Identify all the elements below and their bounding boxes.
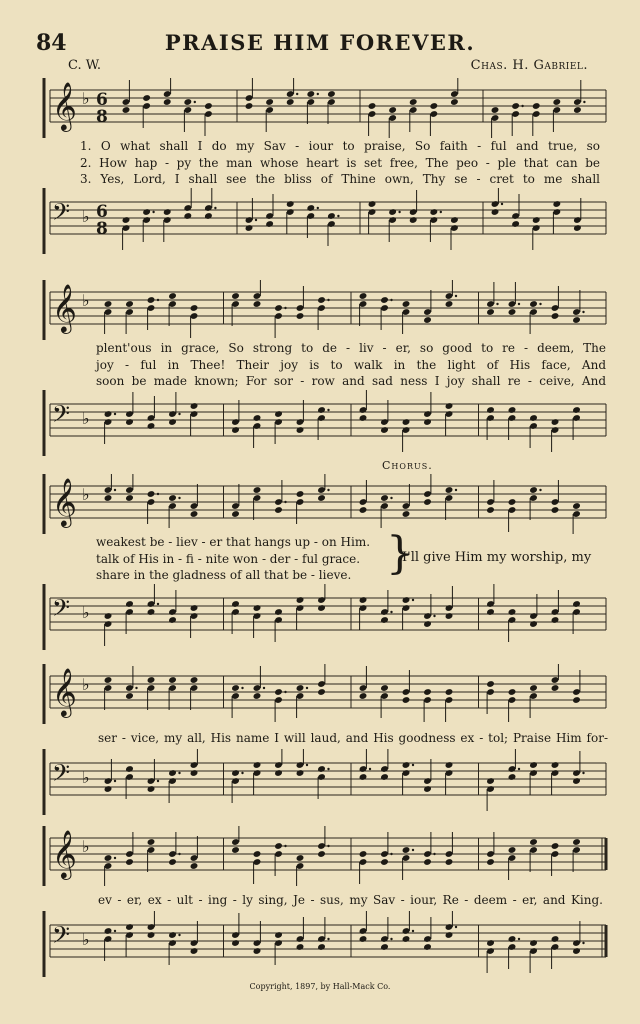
lyrics-block (40, 138, 600, 188)
svg-text:8: 8 (96, 107, 108, 127)
svg-text:♭: ♭ (82, 408, 90, 428)
lyric-line: soon be made known; For sor - row and sad ness I joy shall re - ceive, And (96, 374, 606, 388)
bass-clef: 𝄢 (52, 920, 71, 954)
lyric-line: weakest be - liev - er that hangs up - on Him. (96, 535, 371, 549)
svg-text:♭: ♭ (82, 89, 90, 108)
treble-staff (40, 664, 610, 724)
svg-text:6: 6 (96, 90, 108, 110)
svg-text:♭: ♭ (82, 767, 90, 787)
treble-clef: 𝄞 (52, 667, 77, 716)
bass-staff (40, 584, 610, 650)
lyrics-block (40, 340, 606, 390)
lyric-brace: } (386, 528, 414, 579)
lyricist: C. W. (68, 58, 101, 73)
svg-text:♭: ♭ (82, 206, 90, 226)
music-system-5 (40, 826, 610, 977)
lyric-line: share in the gladness of all that be - lieve. (96, 568, 352, 582)
bass-staff (40, 390, 610, 456)
svg-text:6: 6 (96, 201, 108, 222)
treble-staff (40, 78, 610, 138)
treble-clef: 𝄞 (52, 81, 77, 130)
treble-clef: 𝄞 (52, 477, 77, 526)
chorus-label: Chorus. (382, 459, 433, 472)
chorus-lyric-line: I'll give Him my worship, my (402, 550, 592, 565)
page-number: 84 (36, 30, 67, 56)
lyric-line: plent'ous in grace, So strong to de - liv - er, so good to re - deem, The (96, 341, 606, 355)
treble-clef: 𝄞 (52, 283, 77, 332)
lyric-line: joy - ful in Thee! Their joy is to walk in the light of His face, And (96, 357, 606, 372)
lyric-line: 3. Yes, Lord, I shall see the bliss of Thine own, Thy se - cret to me shall (80, 172, 600, 186)
lyric-line: 2. How hap - py the man whose heart is set free, The peo - ple that can be (80, 155, 600, 170)
bass-clef: 𝄢 (52, 594, 71, 627)
lyric-line: ser - vice, my all, His name I will laud, and His goodness ex - tol; Praise Him for- (98, 731, 608, 745)
svg-text:♭: ♭ (82, 929, 90, 949)
svg-text:♭: ♭ (82, 837, 90, 856)
bass-staff (40, 188, 610, 254)
svg-text:8: 8 (96, 218, 108, 239)
bass-clef: 𝄢 (52, 758, 71, 792)
bass-staff (40, 911, 610, 977)
treble-staff (40, 474, 610, 534)
treble-clef: 𝄞 (52, 829, 77, 878)
svg-text:♭: ♭ (82, 485, 90, 504)
hymn-title: PRAISE HIM FOREVER. (164, 30, 476, 55)
lyrics-block (40, 730, 608, 747)
lyrics-block (40, 528, 610, 584)
lyric-line: talk of His in - fi - nite won - der - ful grace. (96, 551, 361, 566)
lyrics-block (40, 892, 603, 909)
bass-staff (40, 749, 610, 815)
treble-staff (40, 280, 610, 340)
lyric-line: 1. O what shall I do my Sav - iour to praise, So faith - ful and true, so (80, 139, 600, 153)
treble-staff (40, 826, 610, 886)
copyright-notice: Copyright, 1897, by Hall-Mack Co. (249, 982, 391, 991)
music-system-4 (40, 664, 610, 815)
bass-clef: 𝄢 (52, 399, 71, 433)
music-system-3 (40, 474, 610, 650)
composer: Chas. H. Gabriel. (470, 58, 588, 73)
svg-text:♭: ♭ (82, 291, 90, 310)
bass-clef: 𝄢 (52, 197, 71, 231)
svg-text:♭: ♭ (82, 675, 90, 694)
music-system-1 (40, 78, 610, 254)
music-system-2 (40, 280, 610, 456)
lyric-line: ev - er, ex - ult - ing - ly sing, Je - sus, my Sav - iour, Re - deem - er, and King. (98, 893, 603, 907)
svg-text:♭: ♭ (82, 603, 90, 622)
